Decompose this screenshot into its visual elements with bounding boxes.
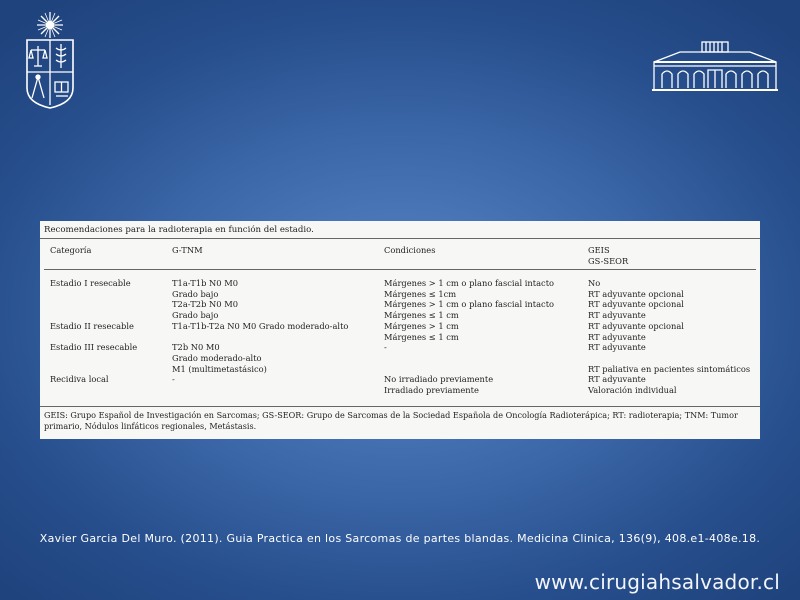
cell-geis: RT adyuvante opcional <box>588 320 684 331</box>
header-geis: GEIS <box>588 245 610 255</box>
header-categoria: Categoría <box>50 245 92 255</box>
table-row <box>44 353 756 364</box>
cell-g-tnm: Grado moderado-alto <box>172 352 262 363</box>
cell-condiciones: Márgenes > 1 cm <box>384 320 459 331</box>
cell-g-tnm: T1a-T1b-T2a N0 M0 Grado moderado-alto <box>172 320 349 331</box>
title-rule <box>40 238 760 239</box>
table-footnote: GEIS: Grupo Español de Investigación en Sarcomas; GS-SEOR: Grupo de Sarcomas de la Sociedad Española de Oncología Radioterápica; RT: radioterapia; TNM: Tumor primario, Nódulos linfáticos regionales, Metástasis. <box>44 410 738 431</box>
citation: Xavier Garcia Del Muro. (2011). Guia Practica en los Sarcomas de partes blandas. Medicina Clinica, 136(9), 408.e1-408e.18. <box>39 532 761 545</box>
cell-condiciones <box>378 353 582 364</box>
cell-g-tnm <box>166 385 378 396</box>
cell-condiciones: Irradiado previamente <box>384 385 479 396</box>
cell-g-tnm: T2b N0 M0 <box>172 342 220 353</box>
table-row <box>44 342 756 353</box>
header-condiciones: Condiciones <box>384 245 436 255</box>
university-coat-of-arms-icon <box>22 10 78 110</box>
cell-g-tnm: M1 (multimetastásico) <box>172 363 267 374</box>
cell-g-tnm: Grado bajo <box>172 310 219 321</box>
cell-categoria <box>44 364 166 375</box>
cell-geis: RT adyuvante opcional <box>588 299 684 310</box>
cell-g-tnm: T1a-T1b N0 M0 <box>172 278 238 288</box>
cell-condiciones <box>378 364 582 375</box>
table-row <box>44 270 756 289</box>
cell-geis: RT adyuvante <box>588 342 646 353</box>
cell-geis <box>582 353 756 364</box>
cell-categoria <box>44 385 166 396</box>
cell-categoria: Estadio III resecable <box>50 342 138 353</box>
cell-categoria: Estadio I resecable <box>50 278 131 288</box>
cell-categoria <box>44 353 166 364</box>
cell-condiciones: Márgenes ≤ 1cm <box>384 288 457 299</box>
cell-condiciones: Márgenes ≤ 1 cm <box>384 331 459 342</box>
cell-condiciones: Márgenes > 1 cm o plano fascial intacto <box>384 299 555 310</box>
cell-categoria: Recidiva local <box>50 374 109 385</box>
table-title: Recomendaciones para la radioterapia en función del estadio. <box>44 225 314 235</box>
table-row <box>44 364 756 375</box>
cell-g-tnm: T2a-T2b N0 M0 <box>172 299 238 310</box>
header-geis-gs-seor <box>582 243 756 270</box>
footnote-rule <box>40 406 760 407</box>
cell-condiciones: No irradiado previamente <box>384 374 494 385</box>
recommendations-table <box>44 243 756 396</box>
recommendations-table-panel <box>40 221 760 439</box>
table-row <box>44 332 756 343</box>
cell-geis: RT adyuvante <box>588 310 646 321</box>
header-g-tnm: G-TNM <box>172 245 203 255</box>
table-row <box>44 321 756 332</box>
website-url: www.cirugiahsalvador.cl <box>534 570 780 594</box>
table-header-row <box>44 243 756 270</box>
cell-categoria: Estadio II resecable <box>50 320 134 331</box>
table-row <box>44 374 756 385</box>
cell-geis: RT adyuvante <box>588 331 646 342</box>
cell-categoria <box>44 289 166 300</box>
cell-g-tnm: - <box>172 374 175 385</box>
hospital-building-icon <box>652 40 778 92</box>
cell-geis: RT adyuvante <box>588 374 646 385</box>
cell-geis: Valoración individual <box>588 385 677 396</box>
table-row <box>44 289 756 300</box>
cell-g-tnm: Grado bajo <box>172 288 219 299</box>
table-row <box>44 299 756 310</box>
cell-g-tnm <box>166 332 378 343</box>
header-gs-seor: GS-SEOR <box>588 255 629 266</box>
cell-categoria <box>44 310 166 321</box>
cell-condiciones: Márgenes > 1 cm o plano fascial intacto <box>384 278 555 288</box>
cell-geis: RT adyuvante opcional <box>588 288 684 299</box>
cell-condiciones: Márgenes ≤ 1 cm <box>384 310 459 321</box>
table-row <box>44 385 756 396</box>
cell-geis: No <box>588 278 601 288</box>
table-row <box>44 310 756 321</box>
cell-categoria <box>44 299 166 310</box>
cell-condiciones: - <box>384 342 387 353</box>
cell-geis: RT paliativa en pacientes sintomáticos <box>588 363 751 374</box>
cell-categoria <box>44 332 166 343</box>
